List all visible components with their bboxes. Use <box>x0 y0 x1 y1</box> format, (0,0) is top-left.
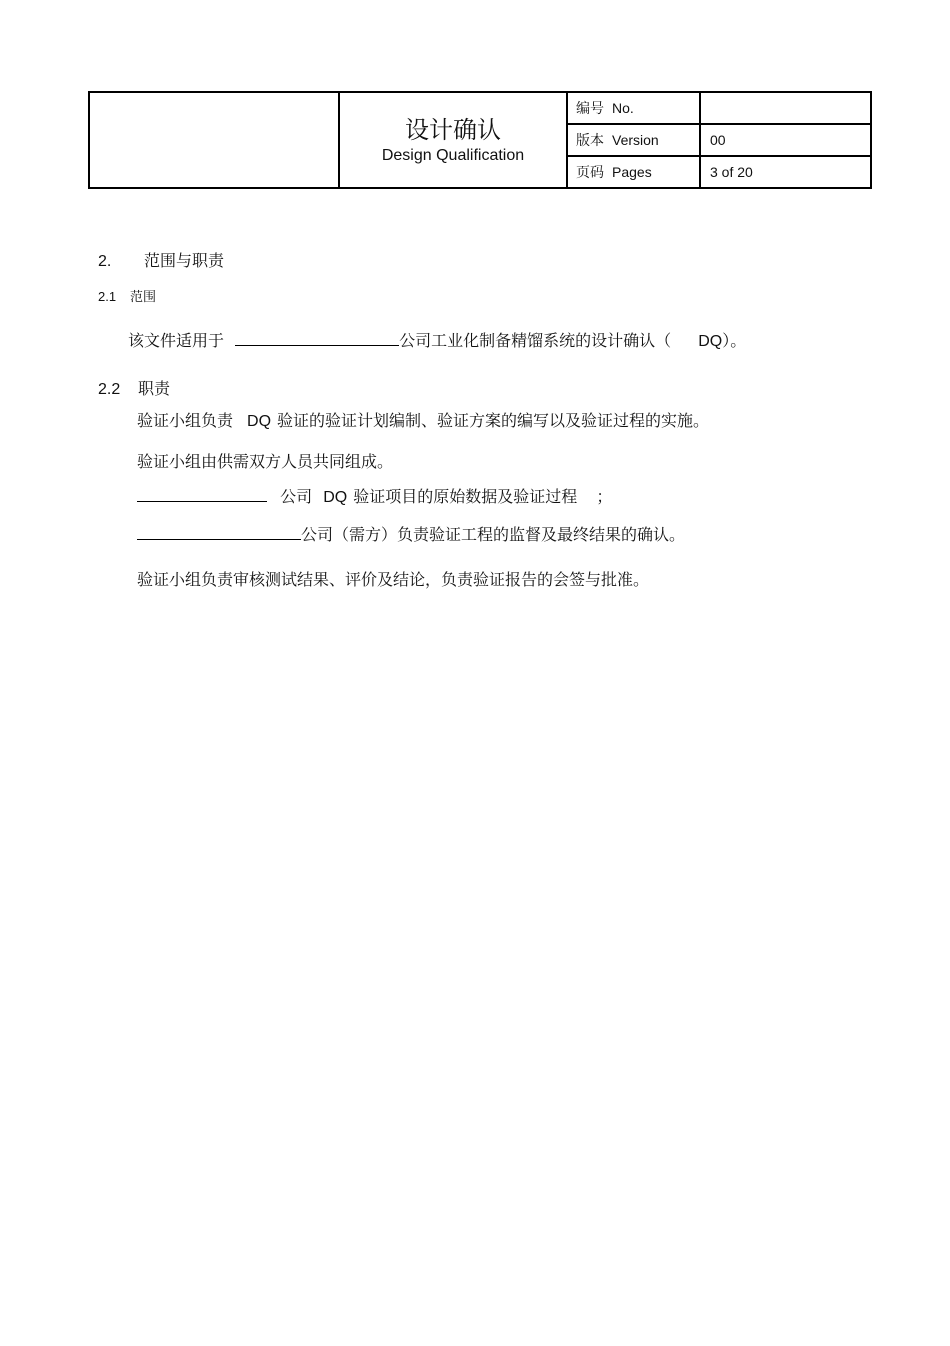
company-blank <box>235 329 399 346</box>
title-cell <box>339 92 567 188</box>
buyer-blank <box>137 523 301 540</box>
subsection-title: 职责 <box>138 379 171 398</box>
doc-number-label: 编号 No. <box>567 92 700 124</box>
responsibility-paragraph-3: 公司 DQ 验证项目的原始数据及验证过程 ； <box>137 484 612 507</box>
section-number: 2. <box>98 253 112 270</box>
subsection-number: 2.2 <box>98 381 121 398</box>
doc-title-en: Design Qualification <box>381 147 525 164</box>
doc-number-value <box>700 92 871 124</box>
pages-value: 3 of 20 <box>700 156 871 188</box>
responsibility-paragraph-4: 公司（需方）负责验证工程的监督及最终结果的确认。 <box>137 522 685 545</box>
pages-label: 页码 Pages <box>567 156 700 188</box>
version-value: 00 <box>700 124 871 156</box>
supplier-blank <box>137 485 267 502</box>
subsection-heading-responsibility <box>98 376 170 399</box>
subsection-number: 2.1 <box>98 289 117 304</box>
document-header-table <box>88 91 872 189</box>
section-title: 范围与职责 <box>144 251 225 270</box>
subsection-title: 范围 <box>130 290 157 305</box>
section-heading <box>98 248 224 271</box>
responsibility-paragraph-1: 验证小组负责 DQ 验证的验证计划编制、验证方案的编写以及验证过程的实施。 <box>137 411 710 430</box>
responsibility-paragraph-5: 验证小组负责审核测试结果、评价及结论，负责验证报告的会签与批准。 <box>137 570 650 589</box>
doc-title-zh: 设计确认 <box>405 116 501 144</box>
logo-cell <box>89 92 339 188</box>
subsection-heading-scope <box>98 286 156 305</box>
version-label: 版本 Version <box>567 124 700 156</box>
scope-paragraph: 该文件适用于 公司工业化制备精馏系统的设计确认（ DQ）。 <box>128 331 747 350</box>
responsibility-paragraph-2: 验证小组由供需双方人员共同组成。 <box>137 452 394 471</box>
